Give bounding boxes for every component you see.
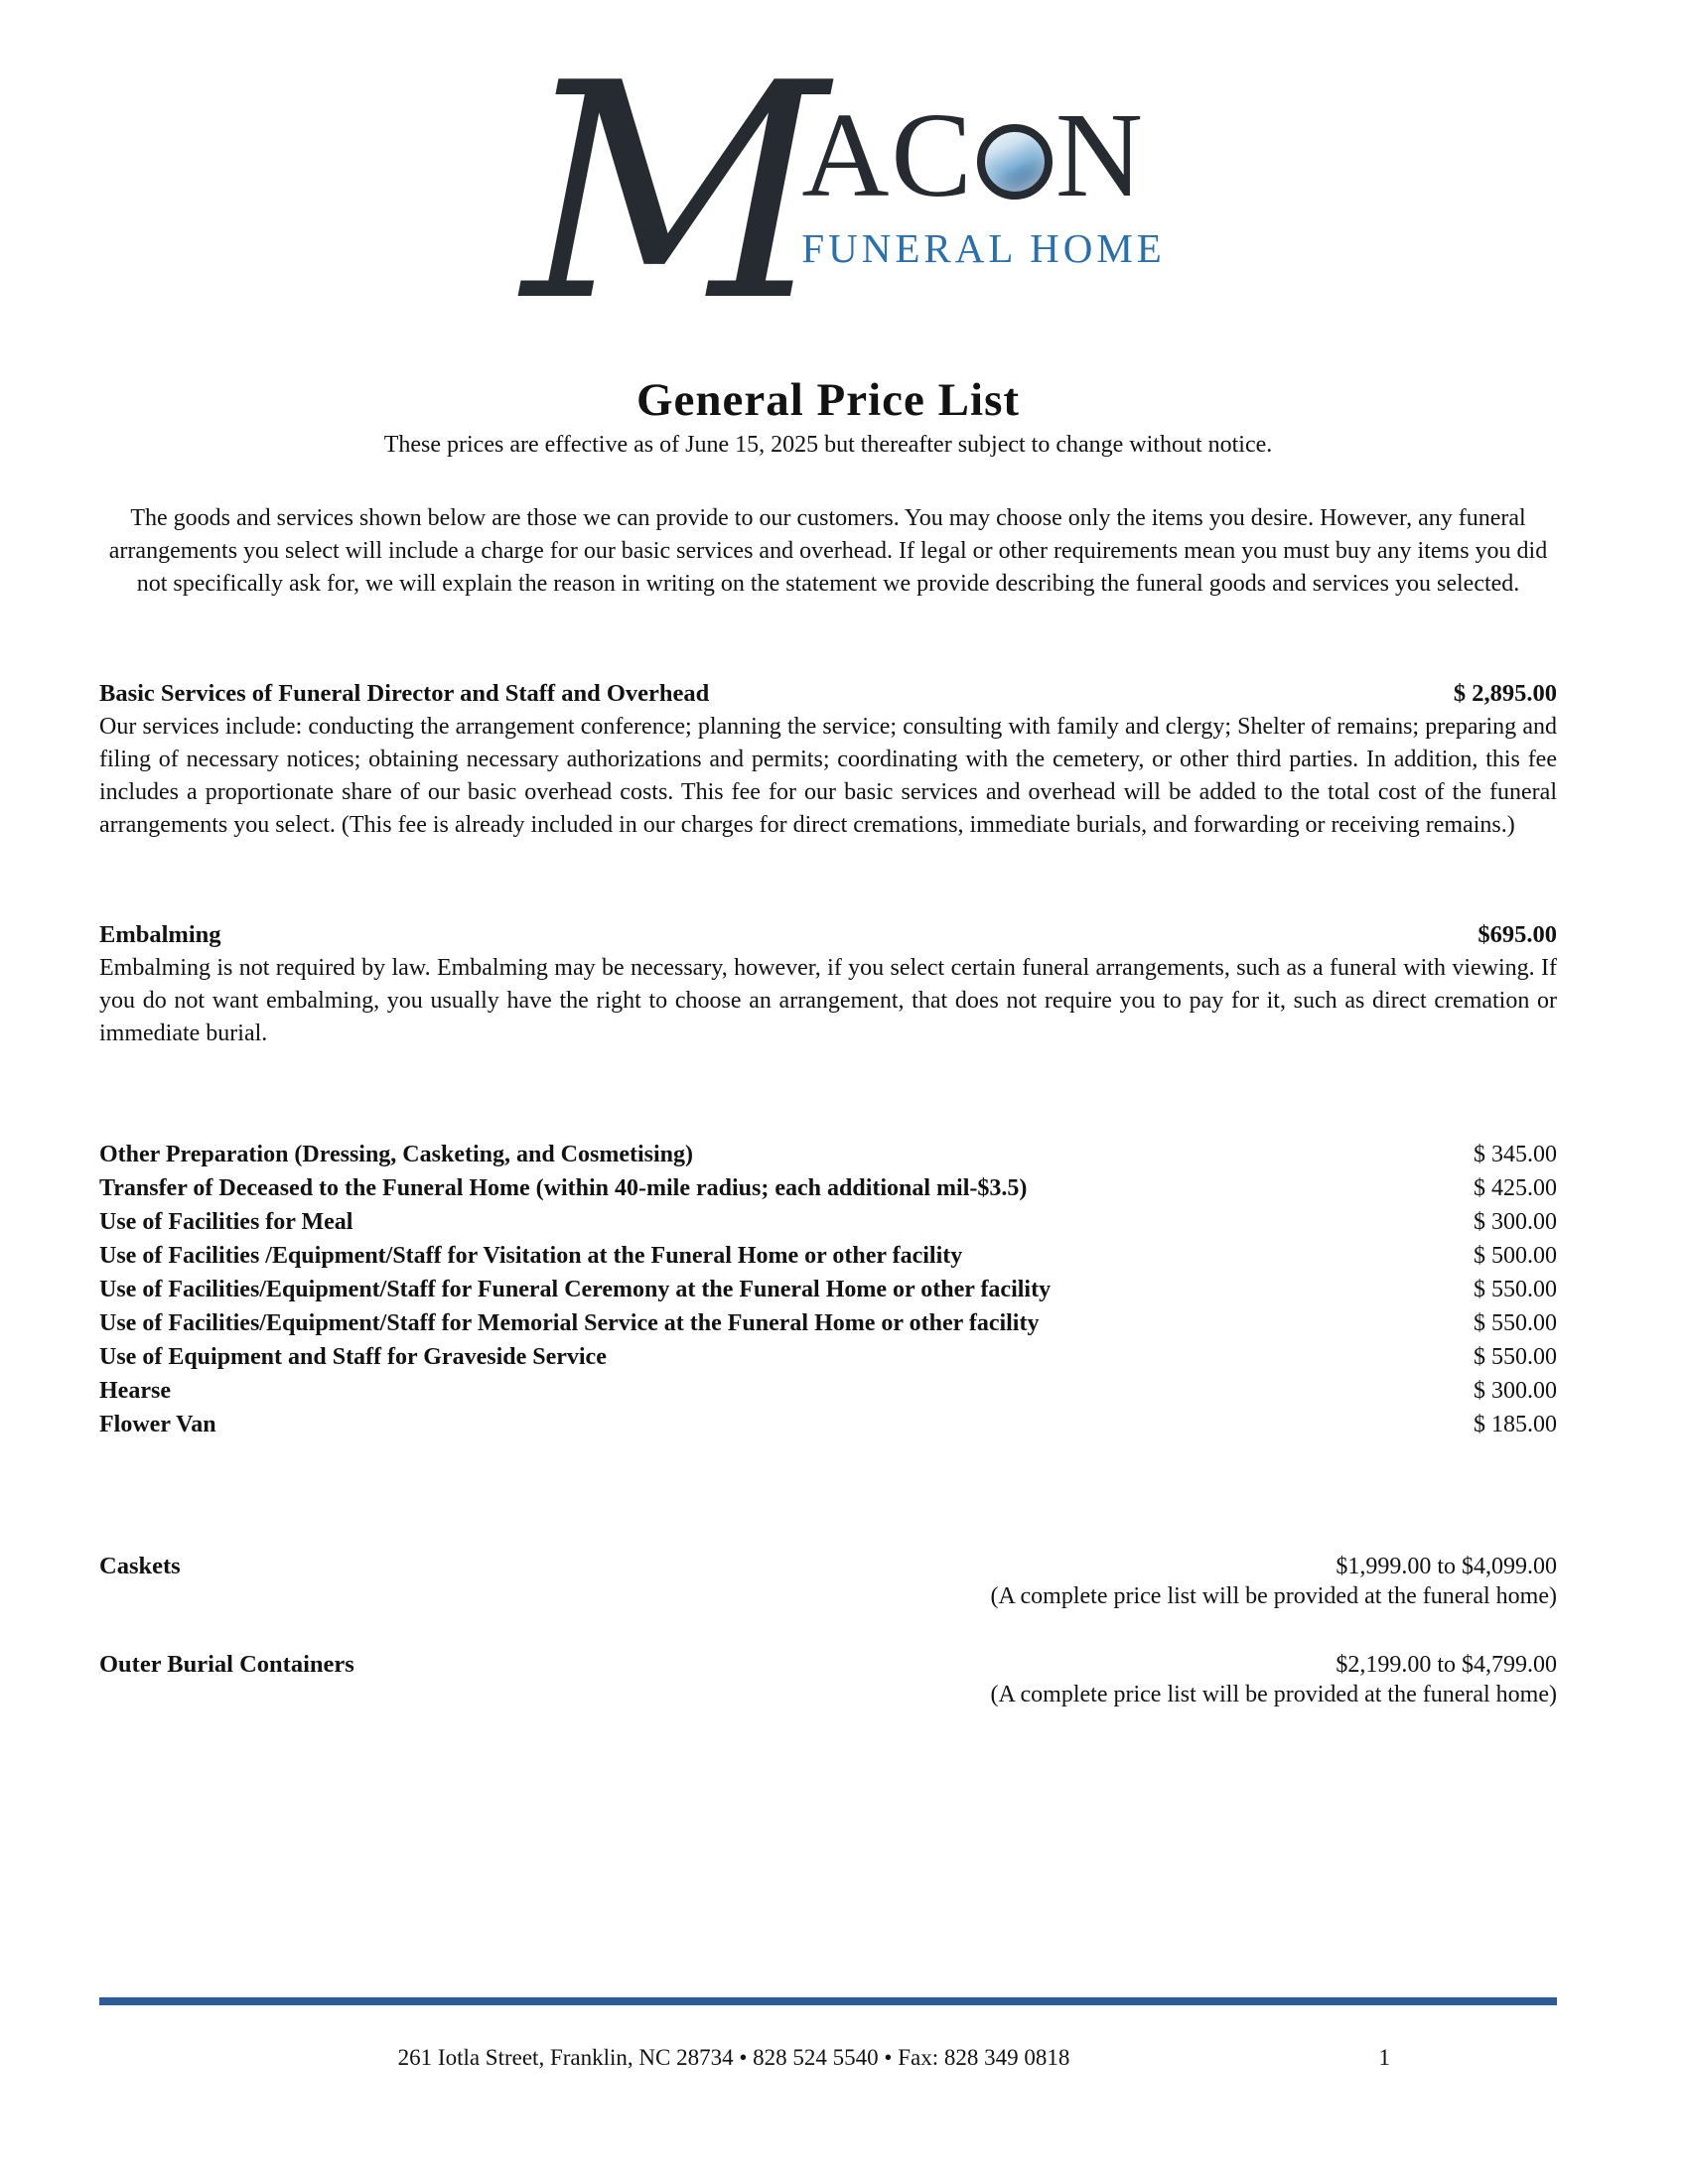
price-item-row [99, 1340, 1557, 1374]
price-item-row [99, 1205, 1557, 1239]
logo-wordmark-text [801, 88, 1166, 222]
price-item-label: Use of Facilities/Equipment/Staff for Memorial Service at the Funeral Home or other facility [99, 1310, 1040, 1336]
footer-divider [99, 1997, 1557, 2005]
price-item-row [99, 1138, 1557, 1171]
price-item-amount: $ 550.00 [1474, 1344, 1557, 1370]
range-header-row [99, 1651, 1557, 1679]
section-description: Our services include: conducting the arrangement conference; planning the service; consulting with family and clergy; Shelter of remains; preparing and filing of necessary notices; obtaining necessary authorizations and permits; coordinating with the cemetery, or other third parties. In addition, this fee includes a proportionate share of our basic overhead costs. This fee for our basic services and overhead will be added to the total cost of the funeral arrangements you select. (This fee is already included in our charges for direct cremations, immediate burials, and forwarding or receiving remains.) [99, 714, 1557, 838]
section-caskets [99, 1553, 1557, 1613]
price-item-amount: $ 300.00 [1474, 1209, 1557, 1235]
price-item-amount: $ 550.00 [1474, 1277, 1557, 1302]
section-title: Embalming [99, 921, 221, 948]
range-header-row [99, 1553, 1557, 1580]
price-item-label: Use of Equipment and Staff for Graveside Service [99, 1344, 607, 1370]
price-item-label: Other Preparation (Dressing, Casketing, and Cosmetising) [99, 1142, 694, 1167]
page-title: General Price List [635, 374, 1021, 426]
section-embalming [99, 921, 1557, 1050]
logo-letters-ac: AC [801, 88, 974, 222]
section-header-row [99, 921, 1557, 949]
price-item-label: Flower Van [99, 1412, 216, 1437]
section-price: $ 2,895.00 [1453, 680, 1557, 707]
section-title: Basic Services of Funeral Director and Staff and Overhead [99, 680, 710, 707]
section-price: $695.00 [1477, 921, 1557, 948]
section-outer-burial-containers [99, 1651, 1557, 1711]
price-item-label: Hearse [99, 1378, 171, 1404]
price-item-amount: $ 345.00 [1474, 1142, 1557, 1167]
price-item-amount: $ 500.00 [1474, 1243, 1557, 1269]
range-label: Outer Burial Containers [99, 1651, 354, 1678]
price-item-row [99, 1408, 1557, 1441]
logo-monogram-m: M [522, 20, 828, 366]
logo-wordmark [801, 88, 1166, 272]
page-number: 1 [1378, 2045, 1390, 2070]
range-note: (A complete price list will be provided at the funeral home) [990, 1682, 1557, 1707]
range-price: $2,199.00 to $4,799.00 [1336, 1652, 1557, 1678]
price-item-label: Use of Facilities /Equipment/Staff for Visitation at the Funeral Home or other facility [99, 1243, 963, 1269]
price-item-amount: $ 185.00 [1474, 1412, 1557, 1437]
page-footer [99, 1997, 1557, 2071]
price-item-label: Transfer of Deceased to the Funeral Home (within 40-mile radius; each additional mil-$3.5) [99, 1175, 1028, 1201]
price-item-row [99, 1171, 1557, 1205]
price-item-row [99, 1273, 1557, 1306]
section-description: Embalming is not required by law. Embalming may be necessary, however, if you select certain funeral arrangements, such as a funeral with viewing. If you do not want embalming, you usually have the right to choose an arrangement, that does not require you to pay for it, such as direct cremation or immediate burial. [99, 955, 1557, 1046]
price-item-label: Use of Facilities/Equipment/Staff for Funeral Ceremony at the Funeral Home or other facility [99, 1277, 1052, 1302]
footer-text-row [99, 2045, 1557, 2071]
price-items-list [99, 1138, 1557, 1441]
logo-subtitle: FUNERAL HOME [801, 225, 1166, 271]
price-item-row [99, 1239, 1557, 1273]
range-price: $1,999.00 to $4,099.00 [1336, 1554, 1557, 1579]
logo-letter-n: N [1055, 88, 1145, 222]
price-item-amount: $ 300.00 [1474, 1378, 1557, 1404]
globe-o-icon [977, 124, 1053, 200]
logo [0, 0, 1688, 366]
effective-date-note: These prices are effective as of June 15, 2025 but thereafter subject to change without notice. [383, 432, 1273, 458]
section-basic-services [99, 680, 1557, 842]
section-header-row [99, 680, 1557, 708]
footer-address: 261 Iotla Street, Franklin, NC 28734 • 828 524 5540 • Fax: 828 349 0818 [397, 2045, 1070, 2070]
range-label: Caskets [99, 1553, 181, 1579]
price-item-row [99, 1306, 1557, 1340]
range-note: (A complete price list will be provided at the funeral home) [990, 1583, 1557, 1609]
price-item-amount: $ 425.00 [1474, 1175, 1557, 1201]
price-item-amount: $ 550.00 [1474, 1310, 1557, 1336]
intro-paragraph: The goods and services shown below are those we can provide to our customers. You may choose only the items you desire. However, any funeral arrangements you select will include a charge for our basic services and overhead. If legal or other requirements mean you must buy any items you did not specifically ask for, we will explain the reason in writing on the statement we provide describing the funeral goods and services you selected. [108, 505, 1548, 597]
price-item-row [99, 1374, 1557, 1408]
document-body [0, 373, 1688, 1711]
price-item-label: Use of Facilities for Meal [99, 1209, 353, 1235]
